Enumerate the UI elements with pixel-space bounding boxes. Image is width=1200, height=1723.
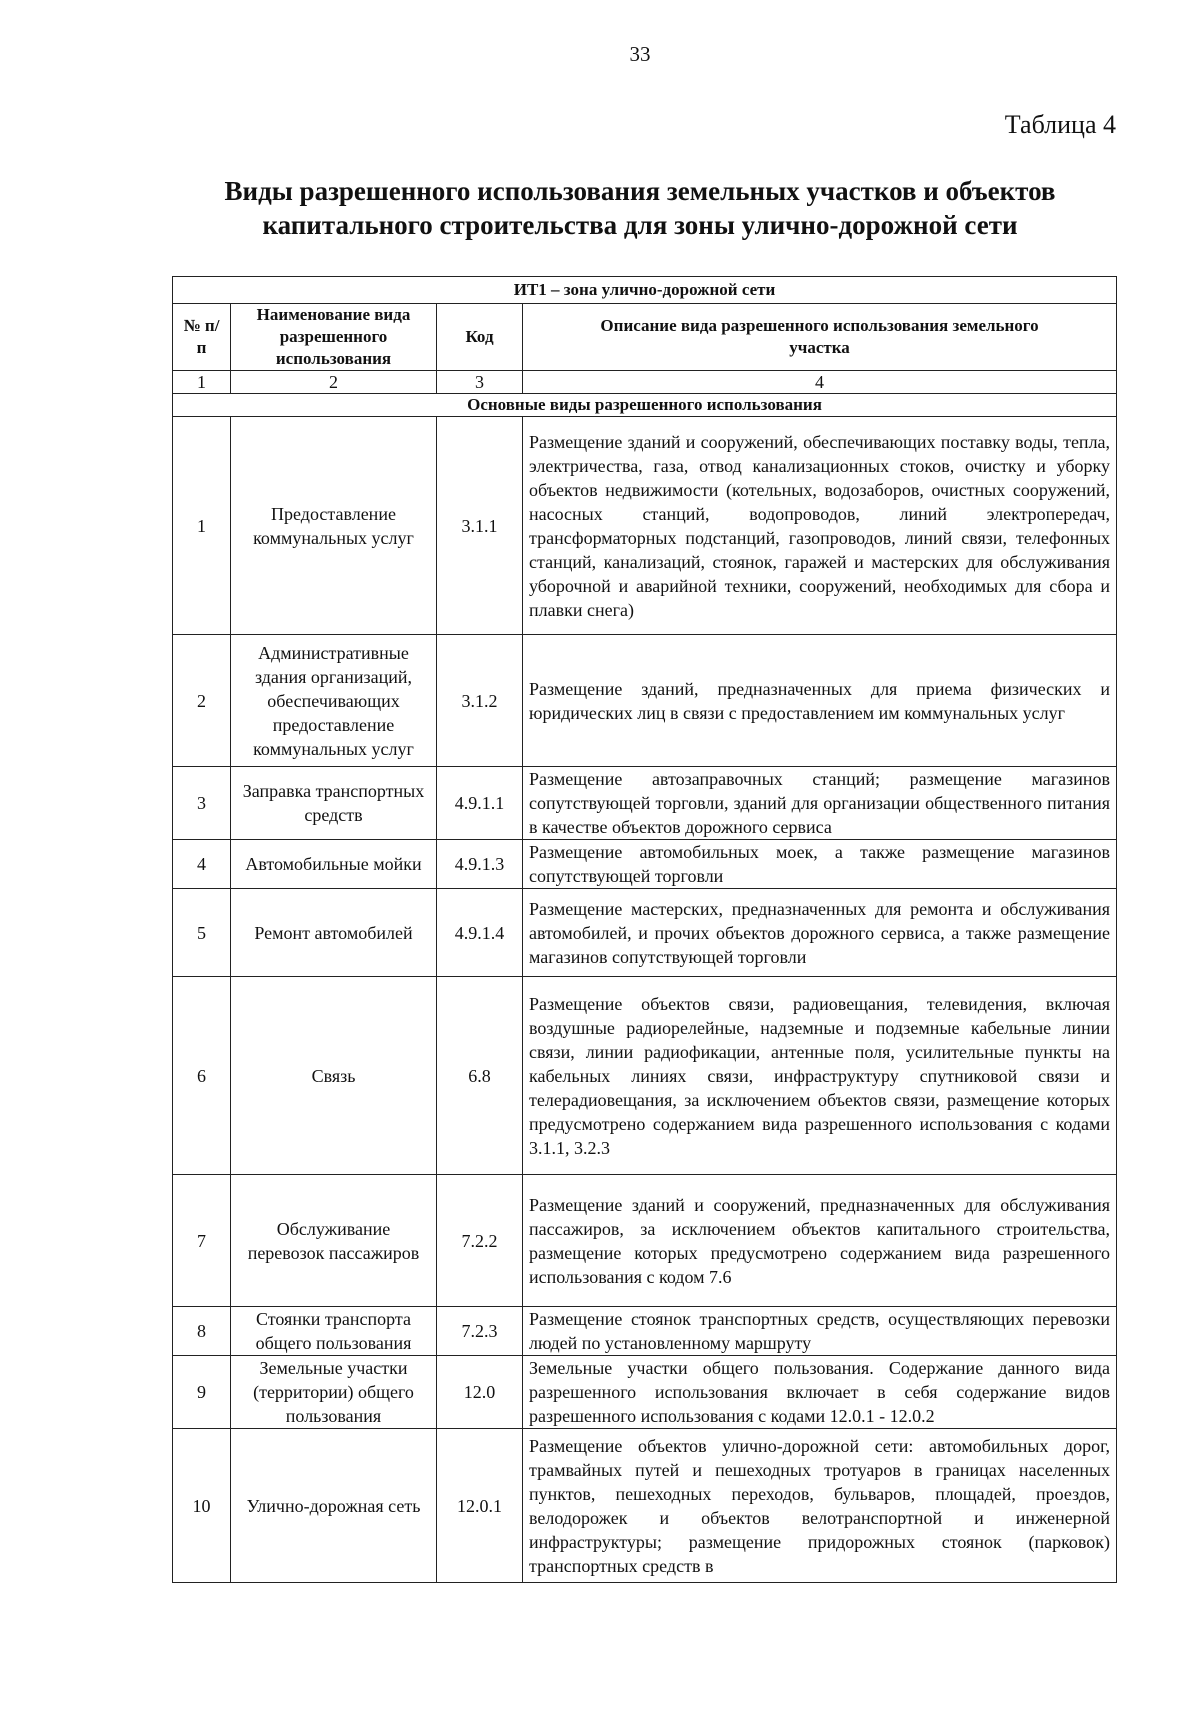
- use-type-name: Ремонт автомобилей: [231, 889, 437, 977]
- row-number: 7: [173, 1175, 231, 1307]
- title-line-1: Виды разрешенного использования земельных участков и объектов: [224, 176, 1056, 206]
- use-type-code: 6.8: [437, 977, 523, 1175]
- use-type-description: Размещение зданий и сооружений, предназначенных для обслуживания пассажиров, за исключением объектов капитального строительства, размещение которых предусмотрено содержанием вида разрешенного использования с кодом 7.6: [523, 1175, 1117, 1307]
- title-line-2: капитального строительства для зоны улично-дорожной сети: [262, 210, 1018, 240]
- column-number-row: [173, 371, 1117, 394]
- section-row: [173, 394, 1117, 417]
- table-row: [173, 1429, 1117, 1583]
- use-type-name: Земельные участки (территории) общего пользования: [231, 1356, 437, 1429]
- page-number: 33: [629, 42, 651, 66]
- use-type-description: Размещение стоянок транспортных средств, осуществляющих перевозки людей по установленному маршруту: [523, 1307, 1117, 1356]
- zone-title: ИТ1 – зона улично-дорожной сети: [173, 277, 1117, 304]
- row-number: 9: [173, 1356, 231, 1429]
- row-number: 6: [173, 977, 231, 1175]
- use-type-code: 3.1.1: [437, 417, 523, 635]
- use-type-name: Автомобильные мойки: [231, 840, 437, 889]
- use-type-code: 4.9.1.4: [437, 889, 523, 977]
- table-row: [173, 1356, 1117, 1429]
- use-type-description: Размещение автозаправочных станций; размещение магазинов сопутствующей торговли, зданий для организации общественного питания в качестве объектов дорожного сервиса: [523, 767, 1117, 840]
- use-type-code: 12.0: [437, 1356, 523, 1429]
- header-code: Код: [437, 304, 523, 371]
- use-type-code: 12.0.1: [437, 1429, 523, 1583]
- column-number: 2: [231, 371, 437, 394]
- use-type-description: Размещение объектов связи, радиовещания, телевидения, включая воздушные радиорелейные, надземные и подземные кабельные линии связи, линии радиофикации, антенные поля, усилительные пункты на кабельных линиях связи, инфраструктуру спутниковой связи и телерадиовещания, за исключением объектов связи, размещение которых предусмотрено содержанием вида разрешенного использования с кодами 3.1.1, 3.2.3: [523, 977, 1117, 1175]
- land-use-table: [172, 276, 1117, 1583]
- column-number: 1: [173, 371, 231, 394]
- header-row: [173, 304, 1117, 371]
- use-type-code: 7.2.2: [437, 1175, 523, 1307]
- header-name: Наименование вида разрешенного использования: [231, 304, 437, 371]
- zone-title-row: [173, 277, 1117, 304]
- row-number: 10: [173, 1429, 231, 1583]
- header-description: Описание вида разрешенного использования земельного участка: [523, 304, 1117, 371]
- table-row: [173, 635, 1117, 767]
- use-type-name: Стоянки транспорта общего пользования: [231, 1307, 437, 1356]
- use-type-name: Улично-дорожная сеть: [231, 1429, 437, 1583]
- table-row: [173, 1307, 1117, 1356]
- use-type-description: Размещение автомобильных моек, а также размещение магазинов сопутствующей торговли: [523, 840, 1117, 889]
- use-type-code: 3.1.2: [437, 635, 523, 767]
- table-row: [173, 1175, 1117, 1307]
- use-type-name: Административные здания организаций, обеспечивающих предоставление коммунальных услуг: [231, 635, 437, 767]
- row-number: 4: [173, 840, 231, 889]
- table-row: [173, 840, 1117, 889]
- table-row: [173, 977, 1117, 1175]
- document-title: [150, 174, 1130, 242]
- table-row: [173, 889, 1117, 977]
- table-row: [173, 767, 1117, 840]
- use-type-name: Заправка транспортных средств: [231, 767, 437, 840]
- section-title: Основные виды разрешенного использования: [173, 394, 1117, 417]
- row-number: 1: [173, 417, 231, 635]
- row-number: 3: [173, 767, 231, 840]
- header-num: № п/п: [173, 304, 231, 371]
- column-number: 4: [523, 371, 1117, 394]
- use-type-description: Земельные участки общего пользования. Содержание данного вида разрешенного использования включает в себя содержание видов разрешенного использования с кодами 12.0.1 - 12.0.2: [523, 1356, 1117, 1429]
- use-type-code: 4.9.1.3: [437, 840, 523, 889]
- use-type-description: Размещение объектов улично-дорожной сети: автомобильных дорог, трамвайных путей и пешеходных тротуаров в границах населенных пунктов, пешеходных переходов, бульваров, площадей, проездов, велодорожек и объектов велотранспортной и инженерной инфраструктуры; размещение придорожных стоянок (парковок) транспортных средств в: [523, 1429, 1117, 1583]
- row-number: 5: [173, 889, 231, 977]
- use-type-code: 4.9.1.1: [437, 767, 523, 840]
- row-number: 8: [173, 1307, 231, 1356]
- row-number: 2: [173, 635, 231, 767]
- use-type-description: Размещение зданий, предназначенных для приема физических и юридических лиц в связи с предоставлением им коммунальных услуг: [523, 635, 1117, 767]
- use-type-name: Предоставление коммунальных услуг: [231, 417, 437, 635]
- table-label: Таблица 4: [1004, 110, 1116, 139]
- column-number: 3: [437, 371, 523, 394]
- use-type-code: 7.2.3: [437, 1307, 523, 1356]
- use-type-name: Связь: [231, 977, 437, 1175]
- use-type-name: Обслуживание перевозок пассажиров: [231, 1175, 437, 1307]
- use-type-description: Размещение мастерских, предназначенных для ремонта и обслуживания автомобилей, и прочих объектов дорожного сервиса, а также размещение магазинов сопутствующей торговли: [523, 889, 1117, 977]
- use-type-description: Размещение зданий и сооружений, обеспечивающих поставку воды, тепла, электричества, газа, отвод канализационных стоков, очистку и уборку объектов недвижимости (котельных, водозаборов, очистных сооружений, насосных станций, водопроводов, линий электропередач, трансформаторных подстанций, газопроводов, линий связи, телефонных станций, канализаций, стоянок, гаражей и мастерских для обслуживания уборочной и аварийной техники, сооружений, необходимых для сбора и плавки снега): [523, 417, 1117, 635]
- table-row: [173, 417, 1117, 635]
